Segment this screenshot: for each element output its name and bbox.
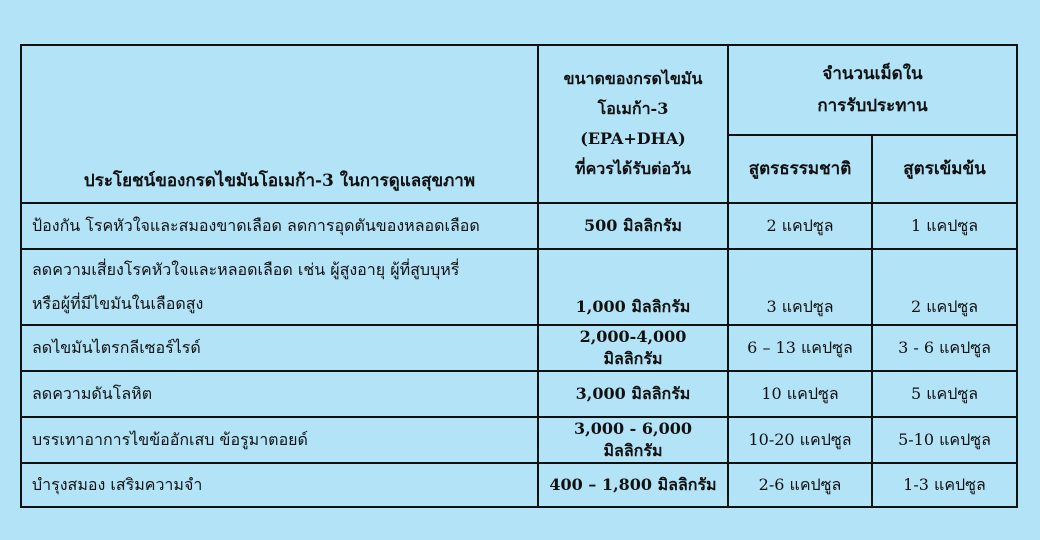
benefit-line: ลดความเสี่ยงโรคหัวใจและหลอดเลือด เช่น ผู้สูงอายุ ผู้ที่สูบบุหรี่ (32, 260, 460, 279)
benefit-cell: บรรเทาอาการไขข้ออักเสบ ข้อรูมาตอยด์ (21, 417, 538, 463)
benefit-cell (21, 249, 538, 325)
header-capsule-line: การรับประทาน (817, 96, 928, 116)
natural-capsules-cell: 3 แคปซูล (728, 249, 872, 325)
table-row (21, 371, 1017, 417)
natural-capsules-cell: 10 แคปซูล (728, 371, 872, 417)
header-dose-line: ขนาดของกรดไขมัน (563, 69, 703, 88)
benefit-cell: ลดไขมันไตรกลีเซอร์ไรด์ (21, 325, 538, 371)
header-dose-line: (EPA+DHA) (580, 129, 686, 148)
table-row (21, 325, 1017, 371)
concentrated-capsules-cell: 1-3 แคปซูล (872, 463, 1017, 507)
dose-cell: 1,000 มิลลิกรัม (538, 249, 728, 325)
benefit-cell: บำรุงสมอง เสริมความจำ (21, 463, 538, 507)
header-natural-formula: สูตรธรรมชาติ (728, 135, 872, 203)
concentrated-capsules-cell: 3 - 6 แคปซูล (872, 325, 1017, 371)
header-concentrated-formula: สูตรเข้มข้น (872, 135, 1017, 203)
concentrated-capsules-cell: 5-10 แคปซูล (872, 417, 1017, 463)
header-dose-line: โอเมก้า-3 (597, 99, 669, 118)
natural-capsules-cell: 2 แคปซูล (728, 203, 872, 249)
natural-capsules-cell: 10-20 แคปซูล (728, 417, 872, 463)
dose-cell: 3,000 มิลลิกรัม (538, 371, 728, 417)
natural-capsules-cell: 6 – 13 แคปซูล (728, 325, 872, 371)
header-capsule-line: จำนวนเม็ดใน (822, 64, 923, 84)
table-row (21, 463, 1017, 507)
concentrated-capsules-cell: 5 แคปซูล (872, 371, 1017, 417)
dose-cell: 400 – 1,800 มิลลิกรัม (538, 463, 728, 507)
dose-cell: 500 มิลลิกรัม (538, 203, 728, 249)
table-header-row (21, 45, 1017, 135)
header-dose-line: ที่ควรได้รับต่อวัน (575, 159, 691, 178)
table-row (21, 249, 1017, 325)
header-daily-dose (538, 45, 728, 203)
header-benefit: ประโยชน์ของกรดไขมันโอเมก้า-3 ในการดูแลสุขภาพ (21, 45, 538, 203)
dose-cell: 3,000 - 6,000 มิลลิกรัม (538, 417, 728, 463)
omega3-table-container (20, 44, 1016, 506)
concentrated-capsules-cell: 2 แคปซูล (872, 249, 1017, 325)
benefit-line: หรือผู้ที่มีไขมันในเลือดสูง (32, 294, 204, 313)
concentrated-capsules-cell: 1 แคปซูล (872, 203, 1017, 249)
dose-cell: 2,000-4,000 มิลลิกรัม (538, 325, 728, 371)
benefit-cell: ป้องกัน โรคหัวใจและสมองขาดเลือด ลดการอุดตันของหลอดเลือด (21, 203, 538, 249)
table-row (21, 203, 1017, 249)
header-capsule-count (728, 45, 1017, 135)
table-row (21, 417, 1017, 463)
omega3-benefits-table (20, 44, 1018, 508)
benefit-cell: ลดความดันโลหิต (21, 371, 538, 417)
natural-capsules-cell: 2-6 แคปซูล (728, 463, 872, 507)
